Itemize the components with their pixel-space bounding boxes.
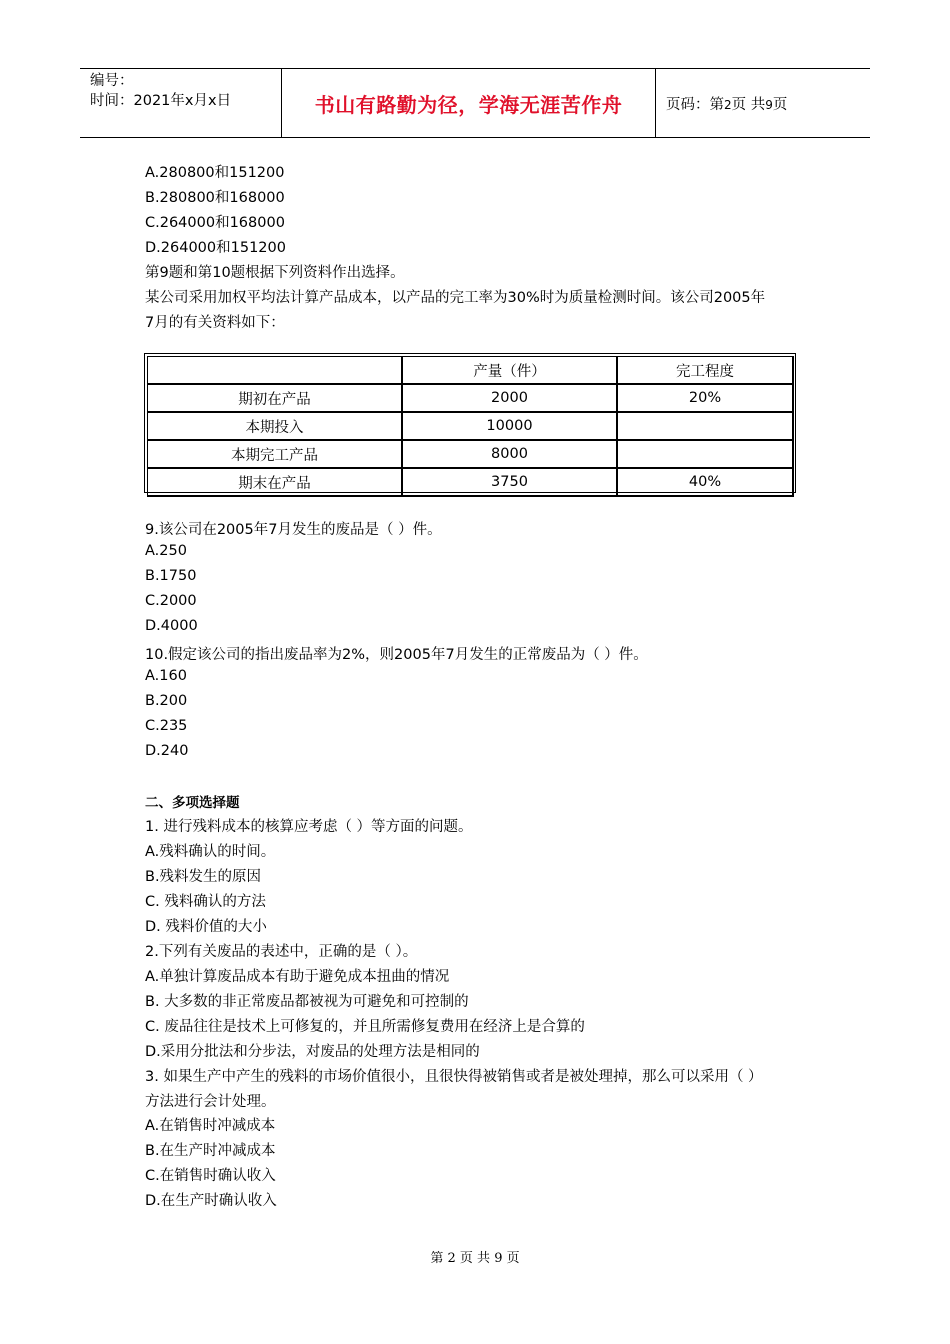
table-cell: 2000 — [402, 384, 617, 412]
section-title: 二、多项选择题 — [145, 795, 240, 811]
table-cell: 3750 — [402, 468, 617, 496]
table-header-cell: 完工程度 — [617, 357, 793, 385]
table-cell: 40% — [617, 468, 793, 496]
section2-line: B.在生产时冲减成本 — [145, 1143, 276, 1159]
intro-line: 第9题和第10题根据下列资料作出选择。 — [145, 265, 405, 281]
number-label: 编号： — [90, 73, 134, 89]
page-footer: 第 2 页 共 9 页 — [430, 1251, 520, 1266]
section2-line: 3. 如果生产中产生的残料的市场价值很小，且很快得被销售或者是被处理掉，那么可以采用（ ） — [145, 1069, 763, 1085]
production-table-grid — [147, 356, 794, 497]
header-motto-cell — [281, 69, 656, 137]
q8-option-c: C.264000和168000 — [145, 215, 285, 231]
header-meta — [80, 69, 281, 137]
table-row — [148, 440, 794, 468]
table-row — [148, 412, 794, 440]
section2-line: D.在生产时确认收入 — [145, 1193, 277, 1209]
intro-line: 某公司采用加权平均法计算产品成本，以产品的完工率为30%时为质量检测时间。该公司2005年 — [145, 290, 766, 306]
table-row — [148, 384, 794, 412]
section2-line: C. 废品往往是技术上可修复的，并且所需修复费用在经济上是合算的 — [145, 1019, 585, 1035]
section2-line: A.在销售时冲减成本 — [145, 1118, 276, 1134]
section2-line: D. 残料价值的大小 — [145, 919, 267, 935]
table-header-row — [148, 357, 794, 385]
q9-option-c: C.2000 — [145, 593, 197, 609]
table-row — [148, 468, 794, 496]
section2-line: C. 残料确认的方法 — [145, 894, 266, 910]
section2-line: B. 大多数的非正常废品都被视为可避免和可控制的 — [145, 994, 469, 1010]
page-indicator: 页码：第2页 共9页 — [666, 96, 788, 113]
section2-line: A.残料确认的时间。 — [145, 844, 276, 860]
section2-line: 2.下列有关废品的表述中，正确的是（ ）。 — [145, 944, 418, 960]
q9-option-a: A.250 — [145, 543, 187, 559]
motto: 书山有路勤为径，学海无涯苦作舟 — [314, 92, 623, 117]
q10-option-b: B.200 — [145, 693, 188, 709]
section2-line: D.采用分批法和分步法，对废品的处理方法是相同的 — [145, 1044, 480, 1060]
header-page-cell — [656, 69, 870, 137]
section2-line: B.残料发生的原因 — [145, 869, 262, 885]
q9-option-b: B.1750 — [145, 568, 197, 584]
production-table — [144, 353, 796, 493]
q9-option-d: D.4000 — [145, 618, 198, 634]
page-current: 2 — [724, 97, 732, 112]
table-cell — [617, 440, 793, 468]
q10-question: 10.假定该公司的指出废品率为2%，则2005年7月发生的正常废品为（ ）件。 — [145, 647, 648, 663]
page-total: 9 — [765, 97, 773, 112]
table-header-cell: 产量（件） — [402, 357, 617, 385]
table-cell: 8000 — [402, 440, 617, 468]
table-cell — [617, 412, 793, 440]
section2-line: 1. 进行残料成本的核算应考虑（ ）等方面的问题。 — [145, 819, 473, 835]
time-label: 时间：2021年x月x日 — [90, 93, 232, 109]
table-cell: 20% — [617, 384, 793, 412]
table-cell: 期初在产品 — [148, 384, 403, 412]
page-header — [80, 68, 870, 138]
q10-option-a: A.160 — [145, 668, 187, 684]
q9-question: 9.该公司在2005年7月发生的废品是（ ）件。 — [145, 522, 442, 538]
q8-option-d: D.264000和151200 — [145, 240, 286, 256]
q10-option-c: C.235 — [145, 718, 188, 734]
q10-option-d: D.240 — [145, 743, 189, 759]
table-cell: 本期完工产品 — [148, 440, 403, 468]
table-cell: 10000 — [402, 412, 617, 440]
section2-line: A.单独计算废品成本有助于避免成本扭曲的情况 — [145, 969, 450, 985]
intro-line: 7月的有关资料如下： — [145, 315, 285, 331]
section2-line: 方法进行会计处理。 — [145, 1094, 276, 1110]
section2-line: C.在销售时确认收入 — [145, 1168, 276, 1184]
q8-option-b: B.280800和168000 — [145, 190, 285, 206]
table-cell: 本期投入 — [148, 412, 403, 440]
table-cell: 期末在产品 — [148, 468, 403, 496]
table-header-cell — [148, 357, 403, 385]
q8-option-a: A.280800和151200 — [145, 165, 285, 181]
